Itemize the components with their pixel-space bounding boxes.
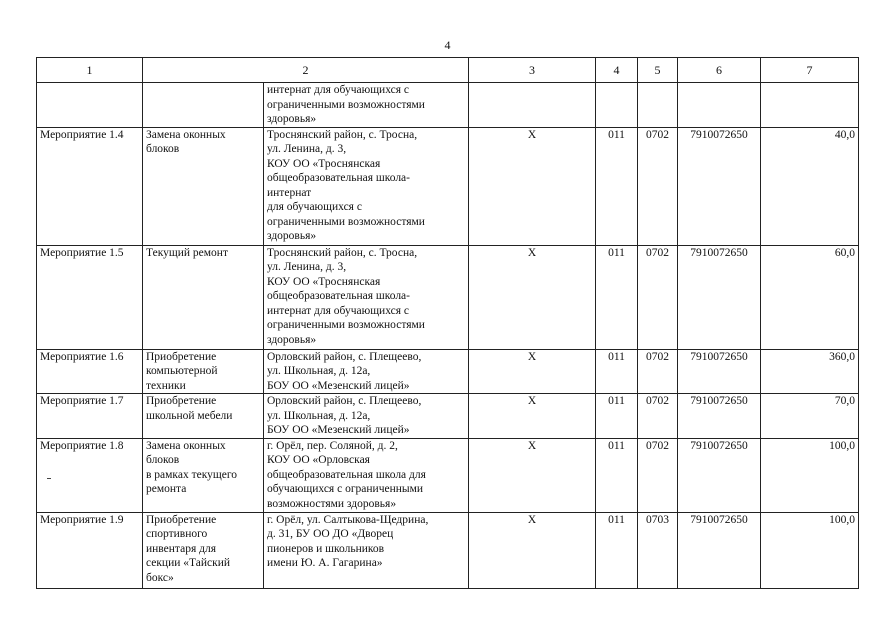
event-cell [37, 83, 143, 128]
name-cell [143, 245, 264, 349]
header-col-5: 5 [638, 58, 678, 83]
col4-cell: 011 [596, 127, 638, 245]
table-row [37, 245, 859, 349]
col4-cell: 011 [596, 245, 638, 349]
col7-cell: 60,0 [761, 245, 859, 349]
name-text: Приобретение компьютерной техники [146, 350, 218, 392]
name-cell [143, 394, 264, 439]
event-cell: Мероприятие 1.6 [37, 349, 143, 394]
name-cell [143, 83, 264, 128]
address-cell: интернат для обучающихся с ограниченными возможностями здоровья» [264, 83, 469, 128]
col3-cell: Х [469, 512, 596, 588]
table-row [37, 349, 859, 394]
name-cell [143, 349, 264, 394]
col4-cell: 011 [596, 438, 638, 512]
col5-cell: 0702 [638, 438, 678, 512]
col7-cell [761, 83, 859, 128]
address-cell: Троснянский район, с. Тросна, ул. Ленина, д. 3, КОУ ОО «Троснянская общеобразовательная школа- интернат для обучающихся с ограниченными возможностями здоровья» [264, 245, 469, 349]
col6-cell: 7910072650 [678, 127, 761, 245]
col6-cell [678, 83, 761, 128]
address-cell: г. Орёл, ул. Салтыкова-Щедрина, д. 31, БУ ОО ДО «Дворец пионеров и школьников имени Ю. А. Гагарина» [264, 512, 469, 588]
name-cell [143, 127, 264, 245]
address-cell: Орловский район, с. Плещеево, ул. Школьная, д. 12а, БОУ ОО «Мезенский лицей» [264, 349, 469, 394]
col3-cell: Х [469, 438, 596, 512]
col4-cell: 011 [596, 394, 638, 439]
header-col-7: 7 [761, 58, 859, 83]
name-text: Приобретение школьной мебели [146, 395, 233, 422]
name-text: Приобретение спортивного инвентаря для секции «Тайский бокс» [146, 513, 231, 584]
header-col-1: 1 [37, 58, 143, 83]
header-col-2: 2 [143, 58, 469, 83]
header-row [37, 58, 859, 83]
address-cell: Троснянский район, с. Тросна, ул. Ленина, д. 3, КОУ ОО «Троснянская общеобразовательная школа- интернат для обучающихся с ограниченными возможностями здоровья» [264, 127, 469, 245]
table-row [37, 438, 859, 512]
col6-cell: 7910072650 [678, 512, 761, 588]
page-number: 4 [444, 38, 451, 52]
col3-cell [469, 83, 596, 128]
event-cell: Мероприятие 1.8 [37, 438, 143, 512]
name-cell [143, 438, 264, 512]
header-col-4: 4 [596, 58, 638, 83]
col6-cell: 7910072650 [678, 245, 761, 349]
col6-cell: 7910072650 [678, 349, 761, 394]
col7-cell: 70,0 [761, 394, 859, 439]
event-cell: Мероприятие 1.4 [37, 127, 143, 245]
event-cell: Мероприятие 1.7 [37, 394, 143, 439]
header-col-6: 6 [678, 58, 761, 83]
name-cell [143, 512, 264, 588]
col4-cell: 011 [596, 349, 638, 394]
col4-cell: 011 [596, 512, 638, 588]
stray-mark [47, 478, 51, 479]
col3-cell: Х [469, 349, 596, 394]
name-text: Текущий ремонт [146, 246, 228, 259]
col7-cell: 40,0 [761, 127, 859, 245]
address-cell: Орловский район, с. Плещеево, ул. Школьная, д. 12а, БОУ ОО «Мезенский лицей» [264, 394, 469, 439]
col5-cell: 0702 [638, 127, 678, 245]
col5-cell [638, 83, 678, 128]
col5-cell: 0702 [638, 245, 678, 349]
col3-cell: Х [469, 127, 596, 245]
col7-cell: 100,0 [761, 512, 859, 588]
col4-cell [596, 83, 638, 128]
continuation-row [37, 83, 859, 128]
col5-cell: 0702 [638, 394, 678, 439]
event-cell: Мероприятие 1.9 [37, 512, 143, 588]
address-cell: г. Орёл, пер. Соляной, д. 2, КОУ ОО «Орловская общеобразовательная школа для обучающихся с ограниченными возможностями здоровья» [264, 438, 469, 512]
col5-cell: 0703 [638, 512, 678, 588]
header-col-3: 3 [469, 58, 596, 83]
budget-table [36, 57, 859, 589]
col6-cell: 7910072650 [678, 394, 761, 439]
event-cell: Мероприятие 1.5 [37, 245, 143, 349]
col7-cell: 360,0 [761, 349, 859, 394]
name-text: Замена оконных блоков [146, 128, 226, 155]
col3-cell: Х [469, 245, 596, 349]
col3-cell: Х [469, 394, 596, 439]
table-row [37, 512, 859, 588]
table-row [37, 127, 859, 245]
col7-cell: 100,0 [761, 438, 859, 512]
col6-cell: 7910072650 [678, 438, 761, 512]
table-row [37, 394, 859, 439]
name-text: Замена оконных блоков в рамках текущего ремонта [146, 439, 238, 495]
col5-cell: 0702 [638, 349, 678, 394]
